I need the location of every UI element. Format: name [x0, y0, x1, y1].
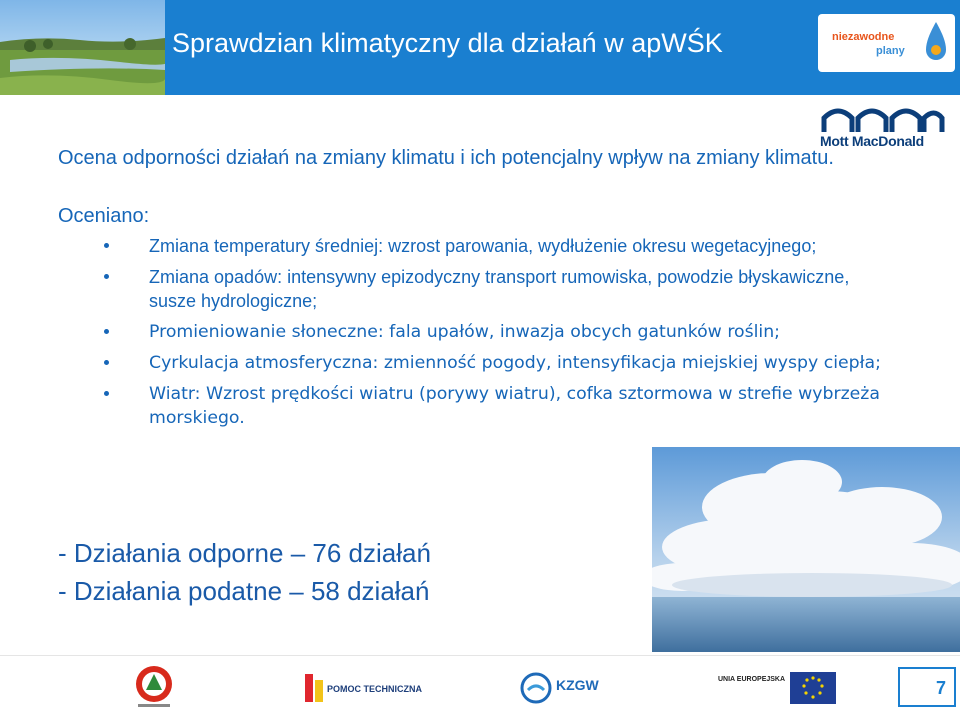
page-number-box [898, 667, 956, 707]
list-item [104, 320, 894, 344]
header-band [0, 0, 960, 95]
page-number: 7 [935, 678, 946, 698]
pomoc-techniczna-icon [305, 674, 323, 702]
niezawodne-plany-logo [818, 14, 955, 72]
mott-arches-icon [818, 104, 946, 134]
bullet-icon [104, 391, 109, 396]
list-item [104, 351, 894, 375]
list-item-text: Zmiana temperatury średniej: wzrost parowania, wydłużenie okresu wegetacyjnego; [149, 236, 817, 256]
bullet-icon [104, 243, 109, 248]
slide-title: Sprawdzian klimatyczny dla działań w apWŚK [172, 28, 723, 58]
list-item-text: Promieniowanie słoneczne: fala upałów, inwazja obcych gatunków roślin; [149, 322, 780, 342]
kzgw-text: KZGW [556, 677, 599, 693]
header-landscape-photo [0, 0, 165, 95]
list-item-text: Cyrkulacja atmosferyczna: zmienność pogody, intensyfikacja miejskiej wyspy ciepła; [149, 353, 881, 373]
logo-line-1: niezawodne [832, 31, 895, 43]
list-item-text: Zmiana opadów: intensywny epizodyczny transport rumowiska, powodzie błyskawiczne, susze hydrologiczne; [149, 267, 850, 311]
list-item [104, 265, 894, 313]
water-drop-icon [922, 20, 950, 66]
bullet-icon [104, 274, 109, 279]
assessed-label: Oceniano: [58, 205, 150, 227]
list-item [104, 382, 894, 430]
criteria-list [104, 234, 894, 437]
pomoc-techniczna-logo [305, 674, 422, 704]
mott-macdonald-logo [818, 104, 946, 152]
resilient-actions-count: - Działania odporne – 76 działań [58, 538, 431, 568]
bullet-icon [104, 360, 109, 365]
intro-text: Ocena odporności działań na zmiany klimatu i ich potencjalny wpływ na zmiany klimatu. [58, 147, 834, 169]
list-item-text: Wiatr: Wzrost prędkości wiatru (porywy wiatru), cofka sztormowa w strefie wybrzeża morskiego. [149, 384, 880, 428]
kzgw-icon [520, 672, 552, 704]
mott-macdonald-text: Mott MacDonald [820, 133, 924, 149]
kzgw-logo [520, 672, 599, 704]
eu-text: UNIA EUROPEJSKA [718, 676, 786, 683]
logo-line-2: plany [876, 45, 905, 57]
bullet-icon [104, 329, 109, 334]
cloud-sea-photo [652, 447, 960, 652]
list-item [104, 234, 894, 258]
vulnerable-actions-count: - Działania podatne – 58 działań [58, 576, 430, 606]
action-counts [58, 534, 431, 610]
nfosigw-logo-icon [132, 664, 176, 710]
footer-logos [0, 655, 960, 715]
pomoc-techniczna-text: POMOC TECHNICZNA [327, 684, 422, 694]
eu-flag-icon [790, 672, 836, 704]
